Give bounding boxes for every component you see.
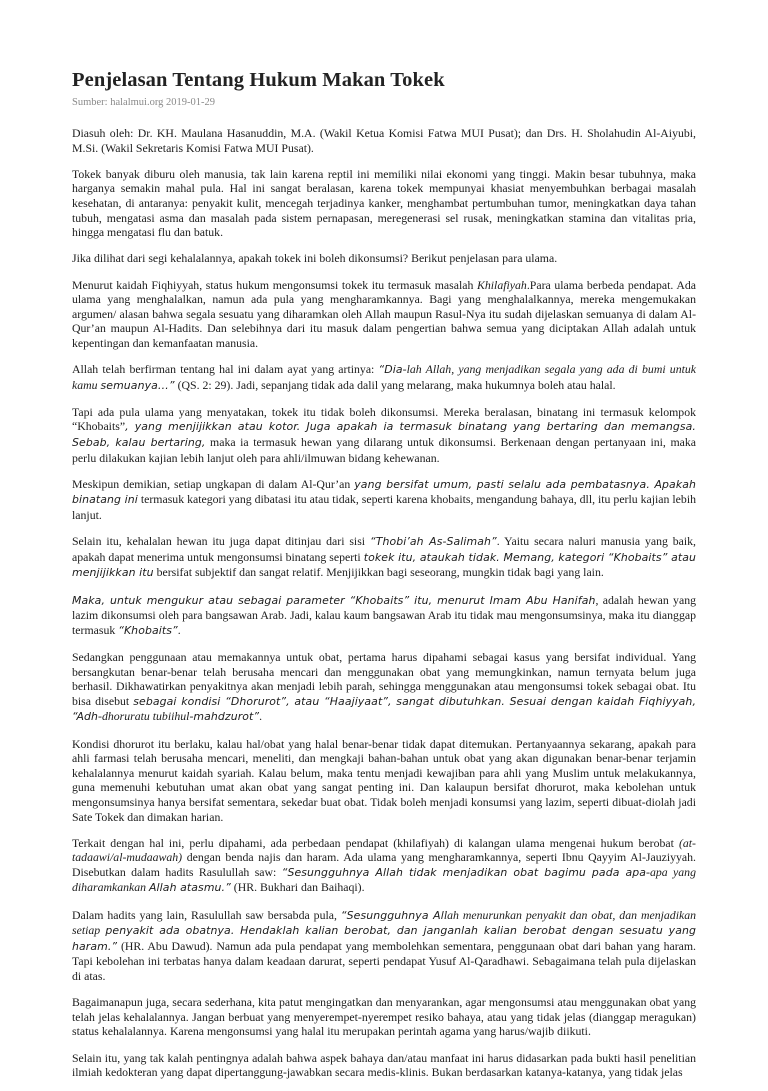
article-body: [72, 126, 696, 1080]
emphasized-text: “Khobaits”: [118, 623, 178, 637]
paragraph-text: (HR. Bukhari dan Baihaqi).: [230, 880, 365, 895]
paragraph-text: Dalam hadits yang lain, Rasulullah saw bersabda pula,: [72, 907, 341, 922]
italic-text: Khilafiyah: [477, 277, 527, 292]
article-paragraph: [72, 836, 696, 896]
paragraph-text: Kondisi dhorurot itu berlaku, kalau hal/obat yang halal benar-benar tidak dapat ditemukan. Pertanyaannya sekarang, apakah para ahli farmasi telah berusaha mencari, meneliti, dan mengkaji bahan-bahan untuk obat yang akan digunakan benar-benar terjamin kehalalannya menurut kaidah syariah. Kalau belum, maka tentu menjadi kewajiban para ahli yang Muslim untuk melakukannya, guna memenuhi kebutuhan umat akan obat yang sangat penting ini. Dan kalaupun bersifat dhorurot, maka kebolehan untuk mengonsumsinya hanya bersifat sementara, sekedar buat obat. Tidak boleh menjadi konsumsi yang lazim, seperti dibuat-diolah jadi Sate Tokek dan dimakan harian.: [72, 736, 696, 824]
article-paragraph: [72, 278, 696, 351]
paragraph-text: Sedangkan penggunaan atau memakannya untuk obat, pertama harus dipahami sebagai kasus yang bersifat individual. Yang bersangkutan benar-benar telah berusaha mencari dan menggunakan obat yang memungkinkan, namun ternyata belum juga berhasil. Dikhawatirkan penyakitnya akan menjadi lebih parah, sehingga menggunakan atau mengonsumsi tokek sebagai obat. Itu bisa disebut: [72, 649, 696, 708]
paragraph-text: .: [259, 709, 263, 724]
emphasized-text: semuanya…”: [100, 378, 175, 392]
article-paragraph: [72, 534, 696, 581]
italic-text: -apa yang diharamkankan: [72, 864, 696, 895]
paragraph-text: Jika dilihat dari segi kehalalannya, apakah tokek ini boleh dikonsumsi? Berikut penjelasan para ulama.: [72, 251, 558, 266]
article-paragraph: [72, 1051, 696, 1080]
paragraph-text: .Para ulama berbeda pendapat. Ada ulama yang menghalalkan, namun ada pula yang mengharamkannya. Bagi yang menghalalkannya, mereka mengemukakan argumen/ alasan bahwa segala sesuatu yang diharamkan oleh Allah maupun Rasul-Nya itu sudah dijelaskan semuanya di dalam Al-Qur’an maupun Al-Hadits. Dan selebihnya dari itu masuk dalam pengertian bahwa semua yang diciptakan Allah adalah untuk kepentingan dan kemanfaatan manusia.: [72, 277, 696, 350]
article-paragraph: [72, 126, 696, 155]
article-paragraph: [72, 908, 696, 984]
paragraph-text: Allah telah berfirman tentang hal ini dalam ayat yang artinya:: [72, 362, 379, 377]
paragraph-text: (QS. 2: 29). Jadi, sepanjang tidak ada dalil yang melarang, maka hukumnya boleh atau halal.: [174, 377, 616, 392]
emphasized-text: Maka, untuk mengukur atau sebagai parameter “Khobaits” itu, menurut Imam Abu Hanifah: [72, 593, 596, 607]
paragraph-text: .: [177, 622, 181, 637]
paragraph-text: termasuk kategori yang dibatasi itu atau tidak, seperti karena khobaits, mengandung bahaya, dll, itu perlu kajian lebih lanjut.: [72, 492, 696, 523]
italic-text: -lah Allah, yang menjadikan segala yang ada di bumi untuk kamu: [72, 362, 697, 392]
article-meta: [72, 96, 696, 110]
emphasized-text: sebagai kondisi “Dhorurot”, atau “Haajiyaat”, sangat dibutuhkan. Sesuai dengan kaidah Fiqhiyyah, “Adh: [72, 694, 696, 724]
paragraph-text: Bagaimanapun juga, secara sederhana, kita patut mengingatkan dan menyarankan, agar mengonsumsi atau menggunakan obat yang telah jelas kehalalannya. Jangan berbuat yang menyerempet-nyerempet resiko bahaya, atau yang tidak jelas (dianggap meragukan) status kehalalannya. Karena mengonsumsi yang halal itu merupakan perintah agama yang harus/wajib diikuti.: [72, 995, 696, 1039]
emphasized-text: Allah atasmu.”: [149, 881, 231, 895]
emphasized-text: “Sesungguhnya Al: [340, 908, 444, 922]
paragraph-text: Selain itu, yang tak kalah pentingnya adalah bahwa aspek bahaya dan/atau manfaat ini harus didasarkan pada bukti hasil penelitian ilmiah kedokteran yang dapat dipertanggung-jawabkan secara medis-klinis. Bukan berdasarkan katanya-katanya, yang tidak jelas: [72, 1050, 696, 1080]
article-paragraph: [72, 477, 696, 523]
emphasized-text: yang bersifat umum, pasti selalu ada pembatasnya. Apakah binatang ini: [72, 477, 697, 507]
paragraph-text: Meskipun demikian, setiap ungkapan di dalam Al-Qur’an: [72, 476, 355, 491]
emphasized-text: penyakit ada obatnya. Hendaklah kalian berobat, dan janganlah kalian berobat dengan sesuatu yang haram.”: [72, 924, 696, 953]
emphasized-text: “Dia: [378, 363, 403, 377]
article-paragraph: [72, 251, 696, 266]
emphasized-text: tokek itu, ataukah tidak. Memang, kategori “Khobaits” atau menjijikkan itu: [72, 550, 696, 580]
paragraph-text: Menurut kaidah Fiqhiyyah, status hukum mengonsumsi tokek itu termasuk masalah: [72, 277, 478, 292]
paragraph-text: maka ia termasuk hewan yang dilarang untuk dikonsumsi. Berkenaan dengan pertanyaan ini, maka perlu dilakukan kajian lebih lanjut oleh para ahli/ilmuwan bidang kehewanan.: [72, 435, 696, 465]
emphasized-text: “Thobi’ah As-Salimah”: [369, 535, 497, 549]
emphasized-text: “Sesungguhnya Allah tidak menjadikan obat bagimu pada apa: [281, 865, 647, 879]
article-paragraph: [72, 593, 696, 639]
paragraph-text: Diasuh oleh: Dr. KH. Maulana Hasanuddin, M.A. (Wakil Ketua Komisi Fatwa MUI Pusat); dan Drs. H. Sholahudin Al-Aiyubi, M.Si. (Wakil Sekretaris Komisi Fatwa MUI Pusat).: [72, 126, 696, 155]
article-source: Sumber: halalmui.org: [72, 97, 164, 108]
italic-text: -dhoruratu tubiihul-: [98, 709, 194, 724]
emphasized-text: , yang menjijikkan atau kotor. Juga apakah ia termasuk binatang yang bertaring dan memangsa. Sebab, kalau bertaring,: [72, 420, 696, 450]
article-paragraph: [72, 362, 696, 393]
article-paragraph: [72, 650, 696, 725]
paragraph-text: Terkait dengan hal ini, perlu dipahami, ada perbedaan pendapat (khilafiyah) di kalangan ulama mengenai hukum berobat: [72, 835, 679, 850]
italic-text: lah menurunkan penyakit dan obat, dan menjadikan setiap: [72, 907, 696, 938]
article-paragraph: [72, 995, 696, 1039]
paragraph-text: Selain itu, kehalalan hewan itu juga dapat ditinjau dari sisi: [72, 534, 370, 549]
italic-text: (at-tadaawi/al-mudaawah): [72, 835, 696, 865]
paragraph-text: dengan benda najis dan haram. Ada ulama yang mengharamkannya, seperti Ibnu Qayyim Al-Jauziyyah. Disebutkan dalam hadits Rasulullah saw:: [72, 850, 696, 879]
paragraph-text: . Yaitu secara naluri manusia yang baik, apakah dapat menerima untuk mengonsumsi binatang seperti: [72, 534, 697, 564]
paragraph-text: , adalah hewan yang lazim dikonsumsi oleh para bangsawan Arab. Jadi, kalau kaum bangsawan Arab itu tidak mau mengonsumsinya, maka itu dianggap termasuk: [72, 592, 696, 637]
article-title: Penjelasan Tentang Hukum Makan Tokek: [72, 69, 445, 91]
article-paragraph: [72, 405, 696, 465]
emphasized-text: mahdzurot”: [193, 710, 260, 724]
paragraph-text: bersifat subjektif dan sangat relatif. Menjijikkan bagi seseorang, mungkin tidak bagi yang lain.: [153, 565, 604, 580]
article-paragraph: [72, 737, 696, 825]
article: [72, 66, 696, 1091]
article-paragraph: [72, 167, 696, 240]
article-date: 2019-01-29: [166, 97, 216, 108]
paragraph-text: Tokek banyak diburu oleh manusia, tak lain karena reptil ini memiliki nilai ekonomi yang tinggi. Makin besar tubuhnya, maka harganya semakin mahal pula. Hal ini sangat beralasan, karena tokek mempunyai khasiat menyembuhkan berbagai masalah kesehatan, di antaranya: penyakit kulit, mencegah terjadinya kanker, menghambat pertumbuhan tumor, meningkatkan daya tahan tubuh, mengatasi asma dan masalah pada sistem pernapasan, meregenerasi sel rusak, meningkatkan stamina dan vitalitas pria, hingga mengatasi flu dan batuk.: [72, 166, 696, 240]
paragraph-text: Tapi ada pula ulama yang menyatakan, tokek itu tidak boleh dikonsumsi. Mereka beralasan, binatang ini termasuk kelompok “Khobaits”: [72, 404, 696, 434]
paragraph-text: (HR. Abu Dawud). Namun ada pula pendapat yang membolehkan sementara, penggunaan obat dari bahan yang haram. Tapi kebolehan ini terbatas hanya dalam keadaan darurat, seperti pendapat Yusuf Al-Qaradhawi. Sebagaimana telah pula dijelaskan di atas.: [72, 938, 696, 984]
